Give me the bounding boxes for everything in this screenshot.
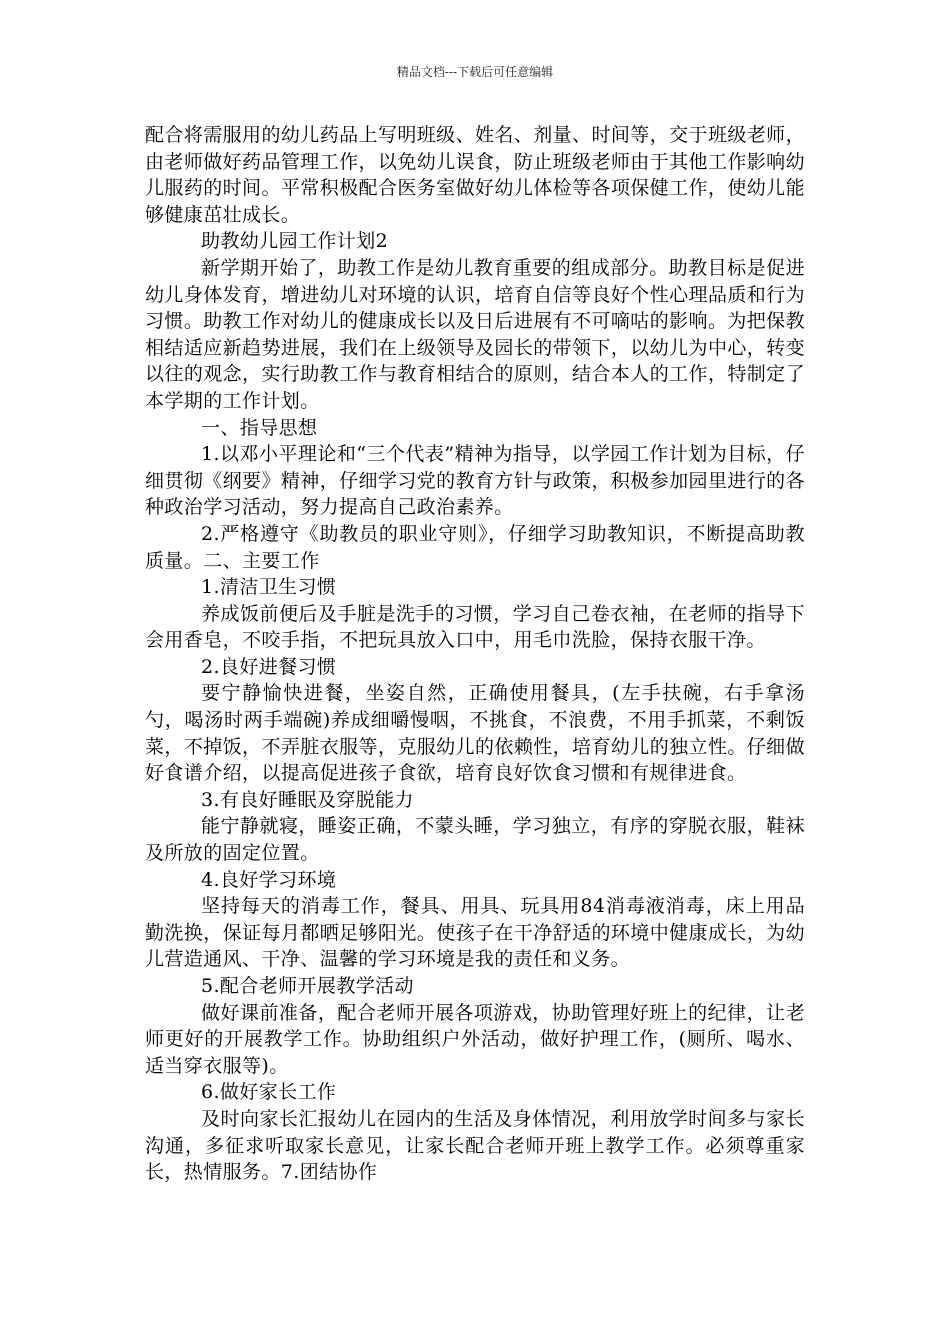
paragraph: 能宁静就寝，睡姿正确，不蒙头睡，学习独立，有序的穿脱衣服，鞋袜及所放的固定位置。 [145, 815, 805, 865]
paragraph: 1.清洁卫生习惯 [201, 576, 337, 599]
paragraph: 养成饭前便后及手脏是洗手的习惯，学习自己卷衣袖，在老师的指导下会用香皂，不咬手指，不把玩具放入口中，用毛巾洗脸，保持衣服干净。 [145, 602, 805, 652]
paragraph: 及时向家长汇报幼儿在园内的生活及身体情况，利用放学时间多与家长沟通，多征求听取家长意见，让家长配合老师开班上教学工作。必须尊重家长，热情服务。7.团结协作 [145, 1107, 805, 1184]
paragraph: 1.以邓小平理论和“三个代表”精神为指导，以学园工作计划为目标，仔细贯彻《纲要》精神，仔细学习党的教育方针与政策，积极参加园里进行的各种政治学习活动，努力提高自己政治素养。 [145, 443, 805, 519]
paragraph: 3.有良好睡眠及穿脱能力 [201, 788, 414, 811]
paragraph: 做好课前准备，配合老师开展各项游戏，协助管理好班上的纪律，让老师更好的开展教学工作。协助组织户外活动，做好护理工作，(厕所、喝水、适当穿衣服等)。 [145, 1001, 805, 1077]
paragraph: 配合将需服用的幼儿药品上写明班级、姓名、剂量、时间等，交于班级老师，由老师做好药品管理工作，以免幼儿误食，防止班级老师由于其他工作影响幼儿服药的时间。平常积极配合医务室做好幼儿体检等各项保健工作，使幼儿能够健康茁壮成长。 [145, 124, 805, 226]
paragraph: 5.配合老师开展教学活动 [201, 975, 414, 997]
paragraph: 坚持每天的消毒工作，餐具、用具、玩具用84消毒液消毒，床上用品勤洗换，保证每月都晒足够阳光。使孩子在干净舒适的环境中健康成长，为幼儿营造通风、干净、温馨的学习环境是我的责任和义务。 [145, 895, 805, 971]
paragraph: 6.做好家长工作 [201, 1081, 337, 1104]
paragraph: 新学期开始了，助教工作是幼儿教育重要的组成部分。助教目标是促进幼儿身体发育，增进幼儿对环境的认识，培育自信等良好个性心理品质和行为习惯。助教工作对幼儿的健康成长以及日后进展有不可嘀咕的影响。为把保教相结适应新趋势进展，我们在上级领导及园长的带领下，以幼儿为中心，转变以往的观念，实行助教工作与教育相结合的原则，结合本人的工作，特制定了本学期的工作计划。 [145, 256, 805, 412]
page-header: 精品文档---下载后可任意编辑 [396, 65, 554, 79]
paragraph: 要宁静愉快进餐，坐姿自然，正确使用餐具，(左手扶碗，右手拿汤勺，喝汤时两手端碗)养成细嚼慢咽，不挑食，不浪费，不用手抓菜，不剩饭菜，不掉饭，不弄脏衣服等，克服幼儿的依赖性，培育幼儿的独立性。仔细做好食谱介绍，以提高促进孩子食欲，培育良好饮食习惯和有规律进食。 [145, 682, 805, 785]
document-body [145, 122, 805, 1186]
paragraph: 助教幼儿园工作计划2 [201, 230, 389, 253]
paragraph: 2.严格遵守《助教员的职业守则》，仔细学习助教知识，不断提高助教质量。二、主要工作 [145, 522, 805, 572]
paragraph: 2.良好进餐习惯 [201, 655, 337, 678]
paragraph: 4.良好学习环境 [201, 868, 337, 891]
paragraph: 一、指导思想 [201, 416, 318, 439]
